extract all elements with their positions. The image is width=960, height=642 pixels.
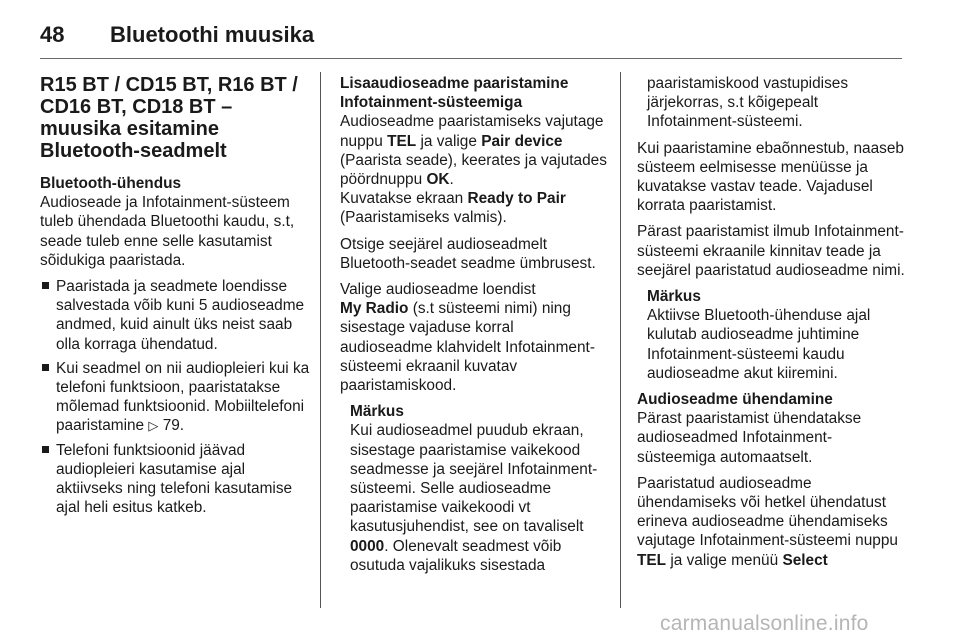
watermark: carmanualsonline.info [660,612,869,635]
pair-device-label: Pair device [481,132,563,150]
paragraph: Pärast paaristamist ilmub Infotainment-süsteemi ekraanile kinnitav teade ja seejärel paaristatud audioseadme nimi. [637,223,905,279]
note-continued: paaristamiskood vastupidises järjekorras, s.t kõigepealt Infotainment-süsteemi. [647,75,849,131]
bullet-item [40,359,310,436]
bullet-square-icon [42,282,49,289]
bullet-item [40,277,310,354]
page-header [40,20,314,50]
note-heading: Märkus [647,288,701,306]
ok-label: OK [426,171,450,189]
note-text: . Olenevalt seadmest võib osutuda vajalikuks sisestada [350,537,562,574]
page-number: 48 [40,22,65,47]
column-divider-2 [620,72,621,608]
text: Valige audioseadme loendist [340,281,536,299]
text: ja valige [420,132,477,150]
text: (Paaristamiseks valmis). [340,209,507,227]
text: Paaristatud audioseadme ühendamiseks või hetkel ühendatust erineva audioseadme ühendamiseks vajutage Infotainment-süsteemi nuppu [637,474,898,550]
tel-label: TEL [637,551,667,569]
subheading-bluetooth-connection: Bluetooth-ühendus [40,175,182,192]
paragraph-text: Audioseade ja Infotainment-süsteem tuleb ühendada Bluetoothi kaudu, s.t, seade tuleb enne selle kasutamist sõidukiga paaristada. [40,194,295,269]
my-radio-label: My Radio [340,300,409,318]
bullet-text: Kui seadmel on nii audiopleieri kui ka telefoni funktsioon, paaristatakse mõlemad funktsioonid. Mobiiltelefoni paaristamine [56,359,310,435]
paragraph [340,280,610,395]
text: Kuvatakse ekraan [340,190,464,208]
section-title: R15 BT / CD15 BT, R16 BT / CD16 BT, CD18 BT – muusika esitamine Bluetooth-seadmelt [40,74,298,162]
text: ja valige menüü [670,551,779,569]
paragraph: Otsige seejärel audioseadmelt Bluetooth-seadet seadme ümbrusest. [340,235,596,272]
text: Audioseadme paaristamiseks vajutage nuppu [340,113,604,150]
text: (s.t süsteemi nimi) ning sisestage vajaduse korral audioseadme klahvidelt Infotainment-süsteemi ekraanil kuvatav paaristamiskood. [340,300,595,395]
paragraph [637,390,907,467]
header-divider [40,58,902,59]
default-code: 0000 [350,537,385,555]
paragraph [637,474,907,570]
ready-to-pair-label: Ready to Pair [467,190,566,208]
tel-label: TEL [387,132,417,150]
page-title: Bluetoothi muusika [110,22,315,47]
text: . [449,171,454,189]
page-reference[interactable]: 79. [162,417,185,435]
column-1 [40,74,310,524]
paragraph [40,174,310,270]
note-box [340,402,610,575]
subheading-pairing: Lisaaudioseadme paaristamine Infotainment-süsteemiga [340,75,569,112]
select-label: Select [782,551,828,569]
paragraph: Kui paaristamine ebaõnnestub, naaseb süsteem eelmisesse menüüsse ja kuvatakse vastav teade. Vajadusel korrata paaristamist. [637,139,904,215]
bullet-square-icon [42,364,49,371]
bullet-text: Telefoni funktsioonid jäävad audiopleieri kasutamise ajal aktiivseks ning telefoni kasutamise ajal heli esitus katkeb. [56,441,293,517]
note-text: Kui audioseadmel puudub ekraan, sisestage paaristamise vaikekood seadmesse ja seejärel Infotainment-süsteemi. Selle audioseadme paaristamise vaikekoodi vt kasutusjuhendist, see on tavaliselt [350,422,598,536]
subheading-connecting: Audioseadme ühendamine [637,391,833,409]
bullet-item [40,441,310,518]
bullet-text: Paaristada ja seadmete loendisse salvestada võib kuni 5 audioseadme andmed, kuid ainult üks neist saab olla korraga ühendatud. [56,278,305,353]
note-heading: Märkus [350,403,404,421]
column-2 [340,74,610,582]
page-reference-arrow-icon: ▷ [148,418,159,434]
note-text: Aktiivse Bluetooth-ühenduse ajal kulutab audioseadme juhtimine Infotainment-süsteemi kaudu audioseadme akut kiiremini. [647,307,871,382]
bullet-square-icon [42,446,49,453]
column-divider-1 [320,72,321,608]
note-box [637,287,907,383]
text: Pärast paaristamist ühendatakse audioseadmed Infotainment-süsteemiga automaatselt. [637,410,862,466]
paragraph [340,74,610,228]
column-3 [637,74,907,577]
text: (Paarista seade), keerates ja vajutades pöördnuppu [340,151,607,189]
bullet-list [40,277,310,517]
